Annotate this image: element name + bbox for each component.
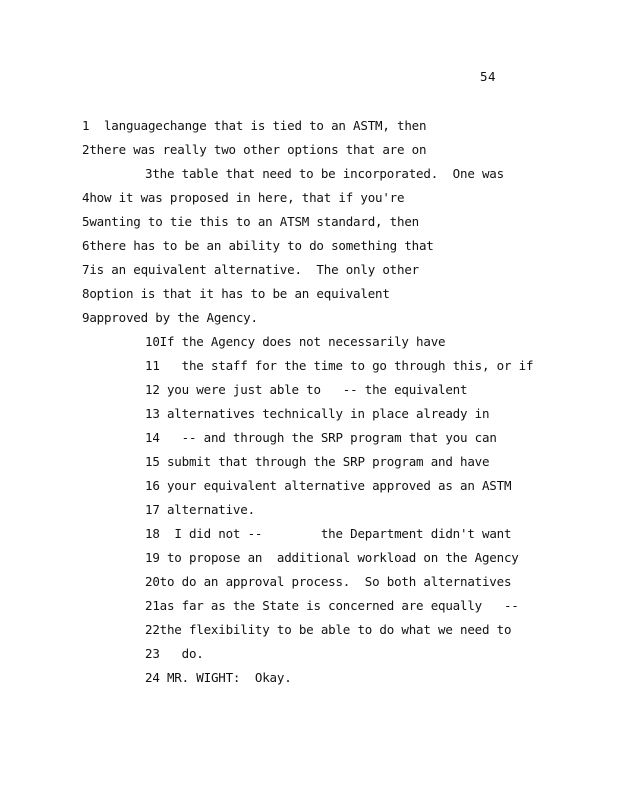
line-number: 1 [82, 118, 90, 133]
transcript-line-20 [145, 574, 511, 590]
line-text: to do an approval process. So both alternatives [159, 574, 512, 589]
transcript-line-7 [82, 262, 419, 278]
transcript-line-19 [145, 550, 519, 566]
line-number: 10 [145, 334, 160, 349]
line-number: 22 [145, 622, 160, 637]
transcript-line-15 [145, 454, 489, 470]
line-text: there was really two other options that are on [89, 142, 427, 157]
line-number: 11 [145, 358, 160, 373]
line-text: to propose an additional workload on the Agency [166, 550, 519, 565]
transcript-line-13 [145, 406, 489, 422]
line-number: 16 [145, 478, 160, 493]
line-number: 14 [145, 430, 160, 445]
line-text: the table that need to be incorporated. One was [152, 166, 504, 181]
line-text: the flexibility to be able to do what we need to [159, 622, 512, 637]
line-number: 17 [145, 502, 160, 517]
transcript-line-1 [82, 118, 426, 134]
transcript-line-6 [82, 238, 434, 254]
transcript-line-3 [145, 166, 504, 182]
transcript-line-5 [82, 214, 419, 230]
line-number: 7 [82, 262, 90, 277]
line-text: alternative. [166, 502, 255, 517]
line-text: how it was proposed in here, that if you're [89, 190, 405, 205]
transcript-line-2 [82, 142, 426, 158]
line-text: -- and through the SRP program that you can [181, 430, 497, 445]
line-text: wanting to tie this to an ATSM standard, then [89, 214, 419, 229]
line-text: submit that through the SRP program and have [166, 454, 490, 469]
transcript-line-24 [145, 670, 292, 686]
transcript-line-18 [145, 526, 511, 542]
line-number: 20 [145, 574, 160, 589]
line-text: alternatives technically in place already in [166, 406, 490, 421]
line-text: If the Agency does not necessarily have [159, 334, 446, 349]
line-text: MR. WIGHT: Okay. [166, 670, 292, 685]
transcript-line-14 [145, 430, 497, 446]
transcript-line-17 [145, 502, 255, 518]
transcript-line-22 [145, 622, 511, 638]
transcript-line-12 [145, 382, 467, 398]
line-text: your equivalent alternative approved as an ASTM [166, 478, 512, 493]
transcript-line-9 [82, 310, 258, 326]
line-text: there has to be an ability to do something that [89, 238, 434, 253]
line-number: 19 [145, 550, 160, 565]
line-number: 15 [145, 454, 160, 469]
line-number: 24 [145, 670, 160, 685]
line-number: 23 [145, 646, 160, 661]
transcript-line-8 [82, 286, 390, 302]
transcript-line-11 [145, 358, 533, 374]
page-number: 54 [480, 69, 497, 84]
transcript-line-10 [145, 334, 445, 350]
line-number: 12 [145, 382, 160, 397]
line-number: 5 [82, 214, 90, 229]
line-text: I did not -- the Department didn't want [174, 526, 512, 541]
line-number: 2 [82, 142, 90, 157]
line-text: approved by the Agency. [89, 310, 258, 325]
line-number: 9 [82, 310, 90, 325]
line-number: 8 [82, 286, 90, 301]
line-text: as far as the State is concerned are equally -- [159, 598, 519, 613]
line-number: 3 [145, 166, 153, 181]
line-text: is an equivalent alternative. The only other [89, 262, 419, 277]
line-text: you were just able to -- the equivalent [166, 382, 468, 397]
transcript-line-21 [145, 598, 519, 614]
line-text: languagechange that is tied to an ASTM, then [103, 118, 427, 133]
line-text: option is that it has to be an equivalent [89, 286, 390, 301]
line-text: do. [181, 646, 204, 661]
transcript-line-16 [145, 478, 511, 494]
line-number: 13 [145, 406, 160, 421]
transcript-line-4 [82, 190, 404, 206]
line-number: 21 [145, 598, 160, 613]
line-number: 18 [145, 526, 160, 541]
line-number: 4 [82, 190, 90, 205]
line-text: the staff for the time to go through this, or if [181, 358, 534, 373]
transcript-line-23 [145, 646, 204, 662]
line-number: 6 [82, 238, 90, 253]
